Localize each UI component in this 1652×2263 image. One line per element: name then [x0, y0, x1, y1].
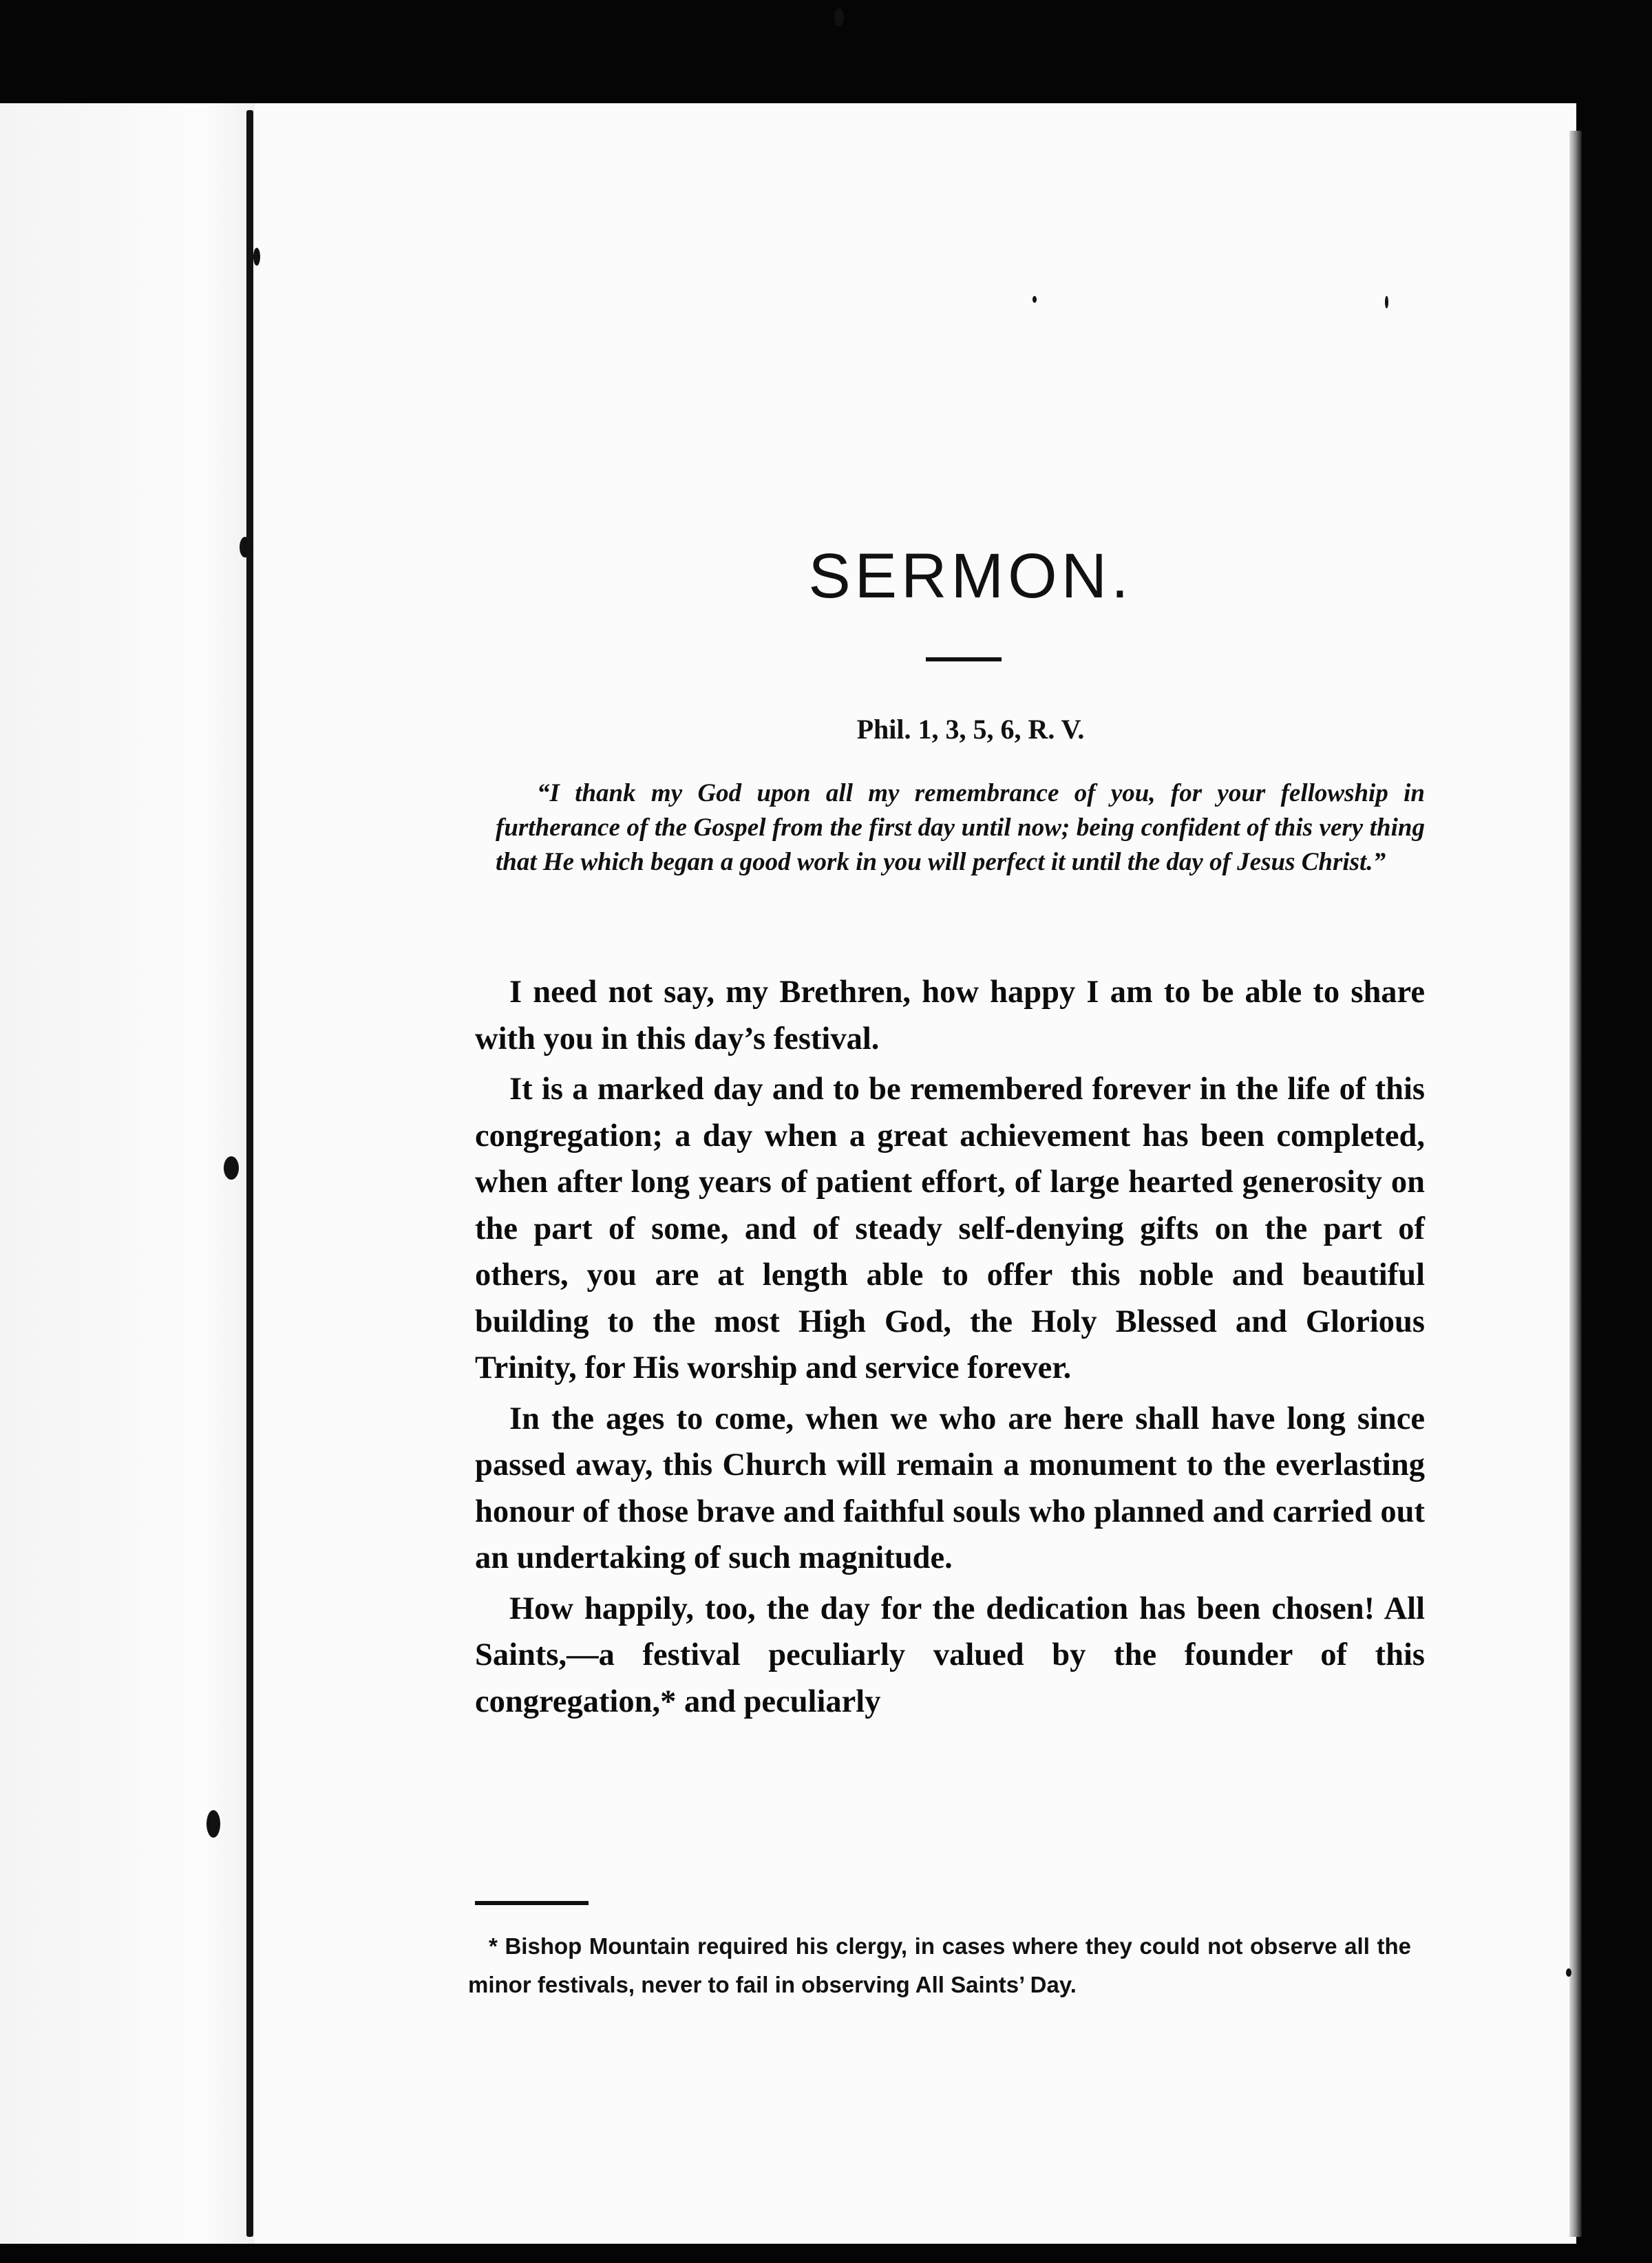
paragraph: I need not say, my Brethren, how happy I am to be able to share with you in this day’s festival. — [475, 975, 1425, 1056]
footnote: * Bishop Mountain required his clergy, in cases where they could not observe all the minor festivals, never to fail in observing All Saints’ Day. — [468, 1933, 1411, 1997]
title-rule — [926, 657, 1002, 661]
paragraph: How happily, too, the day for the dedication has been chosen! All Saints,—a festival peculiarly valued by the founder of this congregation,* and peculiarly — [475, 1591, 1425, 1719]
epigraph-quote: “I thank my God upon all my remembrance of you, for your fellowship in furtherance of the Gospel from the first day until now; being confident of this very thing that He which began a good work in you will perfect it until the day of Jesus Christ.” — [496, 779, 1425, 876]
left-leaf — [0, 103, 255, 2244]
paragraph: In the ages to come, when we who are here shall have long since passed away, this Church will remain a monument to the everlasting honour of those brave and faithful souls who planned and carried out an undertaking of such magnitude. — [475, 1401, 1425, 1575]
page-title: SERMON. — [808, 541, 1133, 611]
paragraph: It is a marked day and to be remembered forever in the life of this congregation; a day when a great achievement has been completed, when after long years of patient effort, of large hearted generosity on the part of some, and of steady self-denying gifts on the part of others, you are at length able to offer this noble and beautiful building to the most High God, the Holy Blessed and Glorious Trinity, for His worship and service forever. — [475, 1072, 1425, 1385]
footnote-rule — [475, 1901, 589, 1905]
page-edge-shadow — [1569, 131, 1582, 2237]
scripture-citation: Phil. 1, 3, 5, 6, R. V. — [856, 714, 1085, 745]
binding-gutter — [246, 110, 253, 2237]
sermon-body — [475, 969, 1425, 1898]
